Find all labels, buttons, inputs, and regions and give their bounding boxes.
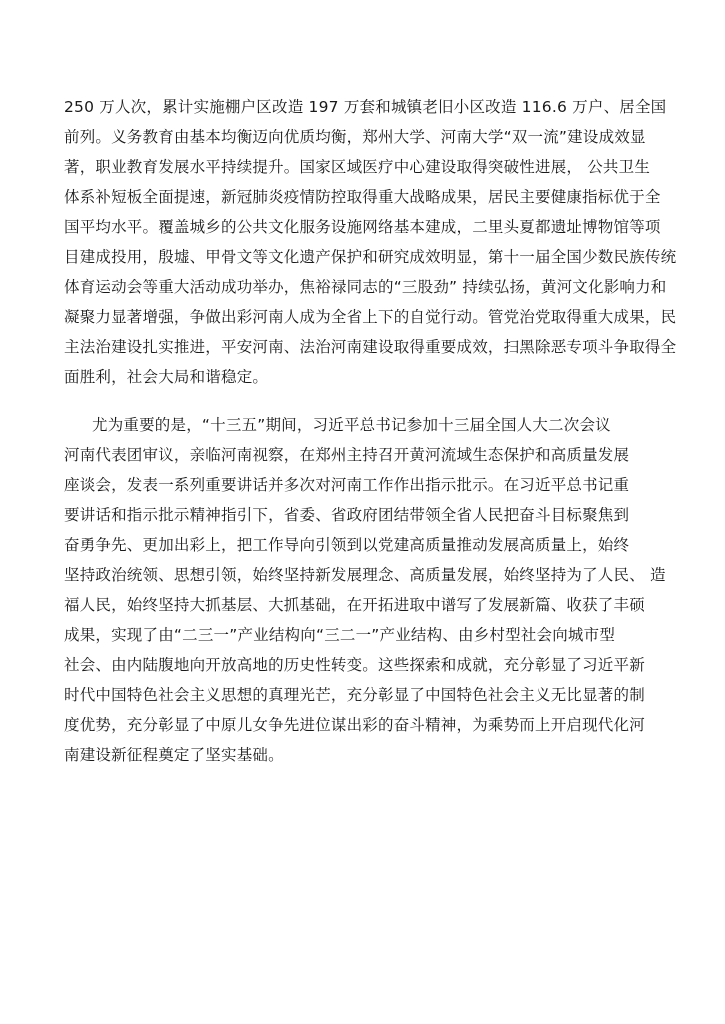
- body-text: [64, 92, 677, 770]
- text-line: 座谈会，发表一系列重要讲话并多次对河南工作作出指示批示。在习近平总书记重: [64, 476, 630, 494]
- text-line: 尤为重要的是，“十三五”期间，习近平总书记参加十三届全国人大二次会议: [92, 416, 611, 434]
- text-line: 前列。义务教育由基本均衡迈向优质均衡，郑州大学、河南大学“双一流”建设成效显: [64, 128, 646, 146]
- text-line: 福人民，始终坚持大抓基层、大抓基础，在开拓进取中谱写了发展新篇、收获了丰硕: [64, 596, 645, 614]
- text-line: 体育运动会等重大活动成功举办，焦裕禄同志的“三股劲” 持续弘扬，黄河文化影响力和: [64, 278, 667, 296]
- text-line: 著，职业教育发展水平持续提升。国家区域医疗中心建设取得突破性进展， 公共卫生: [64, 158, 651, 176]
- text-line: 250 万人次，累计实施棚户区改造 197 万套和城镇老旧小区改造 116.6 万户、居全国: [64, 98, 667, 116]
- text-line: 国平均水平。覆盖城乡的公共文化服务设施网络基本建成，二里头夏都遗址博物馆等项: [64, 218, 661, 236]
- text-line: 面胜利，社会大局和谐稳定。: [64, 368, 269, 386]
- paragraph-gap: [64, 392, 664, 410]
- text-line: 成果，实现了由“二三一”产业结构向“三二一”产业结构、由乡村型社会向城市型: [64, 626, 616, 644]
- text-line: 时代中国特色社会主义思想的真理光芒，充分彰显了中国特色社会主义无比显著的制: [64, 686, 645, 704]
- paragraph-1: [64, 92, 677, 392]
- text-line: 凝聚力显著增强，争做出彩河南人成为全省上下的自觉行动。管党治党取得重大成果，民: [64, 308, 677, 326]
- paragraph-2: [64, 410, 664, 770]
- text-line: 度优势，充分彰显了中原儿女争先进位谋出彩的奋斗精神，为乘势而上开启现代化河: [64, 716, 645, 734]
- text-line: 南建设新征程奠定了坚实基础。: [64, 746, 284, 764]
- text-line: 主法治建设扎实推进，平安河南、法治河南建设取得重要成效，扫黑除恶专项斗争取得全: [64, 338, 677, 356]
- text-line: 要讲话和指示批示精神指引下，省委、省政府团结带领全省人民把奋斗目标聚焦到: [64, 506, 630, 524]
- text-line: 目建成投用，殷墟、甲骨文等文化遗产保护和研究成效明显，第十一届全国少数民族传统: [64, 248, 677, 266]
- text-line: 社会、由内陆腹地向开放高地的历史性转变。这些探索和成就，充分彰显了习近平新: [64, 656, 645, 674]
- text-line: 奋勇争先、更加出彩上，把工作导向引领到以党建高质量推动发展高质量上，始终: [64, 536, 630, 554]
- text-line: 河南代表团审议，亲临河南视察，在郑州主持召开黄河流域生态保护和高质量发展: [64, 446, 630, 464]
- text-line: 坚持政治统领、思想引领，始终坚持新发展理念、高质量发展，始终坚持为了人民、 造: [64, 566, 666, 584]
- text-line: 体系补短板全面提速，新冠肺炎疫情防控取得重大战略成果，居民主要健康指标优于全: [64, 188, 661, 206]
